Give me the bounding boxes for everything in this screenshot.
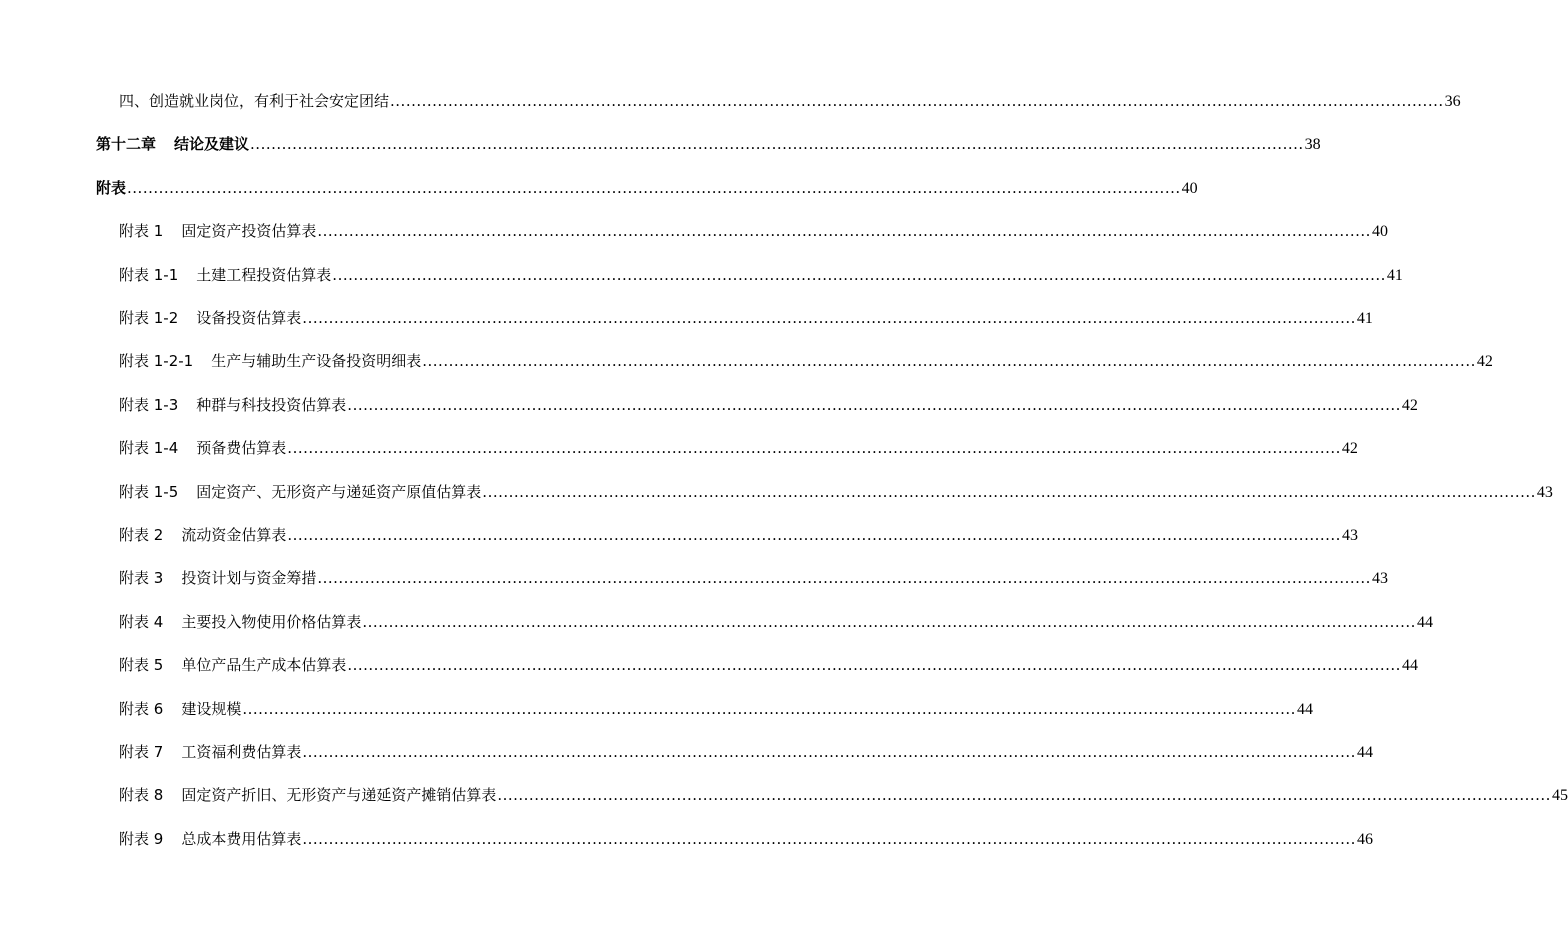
toc-entry[interactable] (119, 307, 1373, 331)
toc-dot-leader: ........................................................................................................................................................................................................ (287, 439, 1341, 457)
toc-entry-title: 生产与辅助生产设备投资明细表 (211, 352, 422, 370)
toc-entry-title: 主要投入物使用价格估算表 (181, 613, 362, 631)
toc-entry-code: 附表 1-5 (119, 483, 179, 501)
toc-entry-code: 附表 7 (119, 743, 164, 761)
toc-entry-code: 附表 9 (119, 830, 164, 848)
toc-entry-code: 附表 8 (119, 786, 164, 804)
toc-dot-leader: ........................................................................................................................................................................................................ (242, 700, 1296, 718)
toc-entry-code: 附表 6 (119, 700, 164, 718)
toc-entry[interactable] (119, 654, 1418, 678)
toc-entry-page: 46 (1356, 831, 1373, 848)
toc-entry-label (119, 307, 301, 328)
toc-entry-title: 投资计划与资金筹措 (181, 569, 317, 587)
toc-entry-code: 附表 1-2 (119, 309, 179, 327)
toc-entry-page: 42 (1341, 440, 1358, 457)
toc-entry-code: 附表 2 (119, 526, 164, 544)
toc-entry-page: 45 (1551, 787, 1568, 804)
toc-dot-leader: ........................................................................................................................................................................................................ (287, 526, 1341, 544)
toc-entry-label (119, 437, 286, 458)
toc-entry-page: 43 (1371, 570, 1388, 587)
toc-entry-label (119, 741, 301, 762)
toc-entry-page: 44 (1296, 701, 1313, 718)
toc-entry[interactable] (119, 611, 1433, 635)
toc-entry-title: 四、创造就业岗位，有利于社会安定团结 (119, 92, 390, 110)
toc-entry[interactable] (119, 524, 1358, 548)
toc-dot-leader: ........................................................................................................................................................................................................ (347, 656, 1401, 674)
toc-entry[interactable] (96, 177, 1198, 201)
toc-dot-leader: ........................................................................................................................................................................................................ (302, 309, 1356, 327)
toc-entry-title: 单位产品生产成本估算表 (181, 656, 347, 674)
toc-dot-leader: ........................................................................................................................................................................................................ (482, 483, 1536, 501)
toc-entry-title: 总成本费用估算表 (181, 830, 302, 848)
toc-entry-label (119, 611, 361, 632)
toc-entry-page: 43 (1341, 527, 1358, 544)
toc-entry-title: 附表 (96, 179, 127, 197)
toc-entry[interactable] (119, 784, 1568, 808)
toc-entry-label (119, 220, 316, 241)
toc-entry-label (119, 524, 286, 545)
toc-entry-title: 固定资产、无形资产与递延资产原值估算表 (196, 483, 482, 501)
toc-entry-label (119, 90, 389, 111)
toc-dot-leader: ........................................................................................................................................................................................................ (362, 613, 1416, 631)
toc-entry[interactable] (119, 828, 1373, 852)
toc-entry-label (119, 828, 301, 849)
toc-entry[interactable] (119, 264, 1403, 288)
toc-dot-leader: ........................................................................................................................................................................................................ (302, 830, 1356, 848)
toc-entry-title: 固定资产折旧、无形资产与递延资产摊销估算表 (181, 786, 497, 804)
toc-entry-page: 41 (1356, 310, 1373, 327)
toc-entry-page: 44 (1356, 744, 1373, 761)
toc-entry[interactable] (119, 698, 1313, 722)
toc-entry-title: 固定资产投资估算表 (181, 222, 317, 240)
toc-entry-label (119, 698, 241, 719)
toc-entry-label (119, 264, 331, 285)
toc-entry-label (96, 177, 126, 198)
toc-entry-label (119, 350, 421, 371)
toc-entry-page: 43 (1536, 484, 1553, 501)
toc-entry[interactable] (96, 133, 1321, 157)
toc-dot-leader: ........................................................................................................................................................................................................ (390, 92, 1444, 110)
toc-entry-title: 工资福利费估算表 (181, 743, 302, 761)
toc-entry-page: 42 (1401, 397, 1418, 414)
toc-entry-label (119, 654, 346, 675)
toc-entry-title: 预备费估算表 (196, 439, 287, 457)
toc-entry[interactable] (119, 567, 1388, 591)
toc-entry-label (119, 567, 316, 588)
toc-dot-leader: ........................................................................................................................................................................................................ (332, 266, 1386, 284)
toc-entry-label (119, 394, 346, 415)
toc-entry-code: 附表 1-1 (119, 266, 179, 284)
toc-entry-page: 40 (1181, 180, 1198, 197)
toc-entry-code: 附表 5 (119, 656, 164, 674)
toc-dot-leader: ........................................................................................................................................................................................................ (497, 786, 1551, 804)
toc-entry-code: 附表 1 (119, 222, 164, 240)
toc-entry-code: 附表 1-4 (119, 439, 179, 457)
toc-entry-title: 流动资金估算表 (181, 526, 287, 544)
toc-entry-title: 建设规模 (181, 700, 242, 718)
toc-entry-label (119, 481, 481, 502)
toc-entry-code: 附表 1-2-1 (119, 352, 194, 370)
toc-entry[interactable] (119, 90, 1461, 114)
toc-entry-page: 44 (1416, 614, 1433, 631)
toc-dot-leader: ........................................................................................................................................................................................................ (347, 396, 1401, 414)
toc-dot-leader: ........................................................................................................................................................................................................ (317, 222, 1371, 240)
toc-entry[interactable] (119, 394, 1418, 418)
toc-dot-leader: ........................................................................................................................................................................................................ (317, 569, 1371, 587)
toc-entry-page: 40 (1371, 223, 1388, 240)
toc-entry-code: 附表 1-3 (119, 396, 179, 414)
toc-dot-leader: ........................................................................................................................................................................................................ (422, 352, 1476, 370)
toc-entry-page: 36 (1444, 93, 1461, 110)
toc-entry-page: 41 (1386, 267, 1403, 284)
toc-entry-title: 设备投资估算表 (196, 309, 302, 327)
toc-dot-leader: ........................................................................................................................................................................................................ (127, 179, 1181, 197)
toc-entry-page: 44 (1401, 657, 1418, 674)
toc-entry-title: 结论及建议 (174, 135, 250, 153)
toc-entry-title: 种群与科技投资估算表 (196, 396, 347, 414)
toc-entry[interactable] (119, 350, 1493, 374)
toc-dot-leader: ........................................................................................................................................................................................................ (250, 135, 1304, 153)
toc-entry-title: 土建工程投资估算表 (196, 266, 332, 284)
toc-entry-label (119, 784, 496, 805)
toc-entry[interactable] (119, 741, 1373, 765)
toc-entry[interactable] (119, 437, 1358, 461)
toc-entry-code: 第十二章 (96, 135, 157, 153)
toc-entry-page: 42 (1476, 353, 1493, 370)
toc-entry-label (96, 133, 249, 154)
toc-entry-page: 38 (1304, 136, 1321, 153)
toc-entry-code: 附表 4 (119, 613, 164, 631)
toc-entry[interactable] (119, 481, 1553, 505)
toc-entry-code: 附表 3 (119, 569, 164, 587)
toc-dot-leader: ........................................................................................................................................................................................................ (302, 743, 1356, 761)
toc-entry[interactable] (119, 220, 1388, 244)
